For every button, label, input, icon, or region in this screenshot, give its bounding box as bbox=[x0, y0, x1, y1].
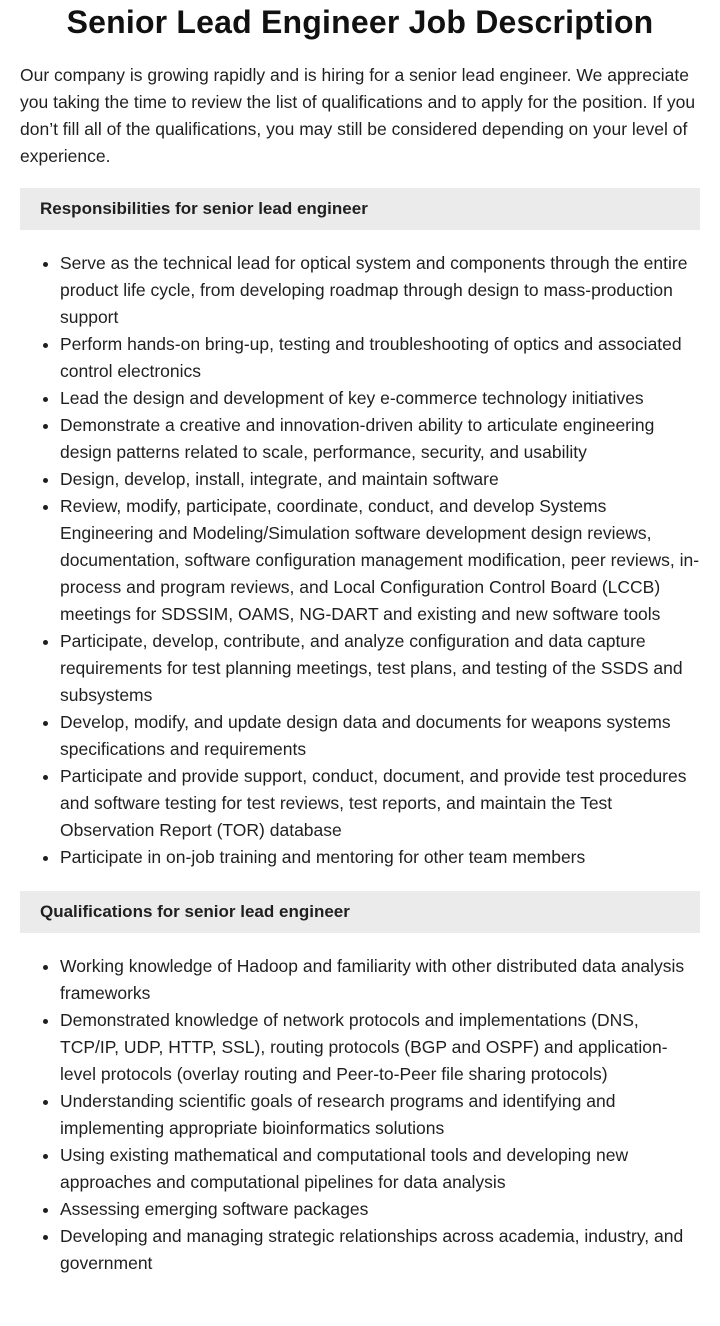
list-item: • Demonstrated knowledge of network protocols and implementations (DNS, TCP/IP, UDP, HTTP, SSL), routing protocols (BGP and OSPF) and application-level protocols (overlay routing and Peer-to-Peer file sharing protocols) bbox=[60, 1007, 700, 1088]
list-item: • Review, modify, participate, coordinate, conduct, and develop Systems Engineering and Modeling/Simulation software development design reviews, documentation, software configuration management modification, peer reviews, in-process and program reviews, and Local Configuration Control Board (LCCB) meetings for SDSSIM, OAMS, NG-DART and existing and new software tools bbox=[60, 493, 700, 628]
list-item: • Participate in on-job training and mentoring for other team members bbox=[60, 844, 700, 871]
intro-paragraph: Our company is growing rapidly and is hiring for a senior lead engineer. We appreciate you taking the time to review the list of qualifications and to apply for the position. If you don’t fill all of the qualifications, you may still be considered depending on your level of experience. bbox=[20, 65, 696, 166]
list-item: • Develop, modify, and update design data and documents for weapons systems specifications and requirements bbox=[60, 709, 700, 763]
list-item: • Using existing mathematical and computational tools and developing new approaches and computational pipelines for data analysis bbox=[60, 1142, 700, 1196]
responsibilities-header: Responsibilities for senior lead engineer bbox=[20, 188, 700, 230]
page-title: Senior Lead Engineer Job Description bbox=[66, 4, 654, 40]
qualifications-header: Qualifications for senior lead engineer bbox=[20, 891, 700, 933]
qualifications-list bbox=[20, 953, 700, 1277]
list-item: • Participate, develop, contribute, and analyze configuration and data capture requirements for test planning meetings, test plans, and testing of the SSDS and subsystems bbox=[60, 628, 700, 709]
list-item: • Demonstrate a creative and innovation-driven ability to articulate engineering design patterns related to scale, performance, security, and usability bbox=[60, 412, 700, 466]
list-item: • Developing and managing strategic relationships across academia, industry, and government bbox=[60, 1223, 700, 1277]
list-item: • Perform hands-on bring-up, testing and troubleshooting of optics and associated control electronics bbox=[60, 331, 700, 385]
list-item: • Lead the design and development of key e-commerce technology initiatives bbox=[60, 385, 700, 412]
list-item: • Serve as the technical lead for optical system and components through the entire product life cycle, from developing roadmap through design to mass-production support bbox=[60, 250, 700, 331]
list-item: • Understanding scientific goals of research programs and identifying and implementing appropriate bioinformatics solutions bbox=[60, 1088, 700, 1142]
list-item: • Participate and provide support, conduct, document, and provide test procedures and software testing for test reviews, test reports, and maintain the Test Observation Report (TOR) database bbox=[60, 763, 700, 844]
responsibilities-list bbox=[20, 250, 700, 871]
list-item: • Design, develop, install, integrate, and maintain software bbox=[60, 466, 700, 493]
list-item: • Assessing emerging software packages bbox=[60, 1196, 700, 1223]
list-item: • Working knowledge of Hadoop and familiarity with other distributed data analysis frameworks bbox=[60, 953, 700, 1007]
